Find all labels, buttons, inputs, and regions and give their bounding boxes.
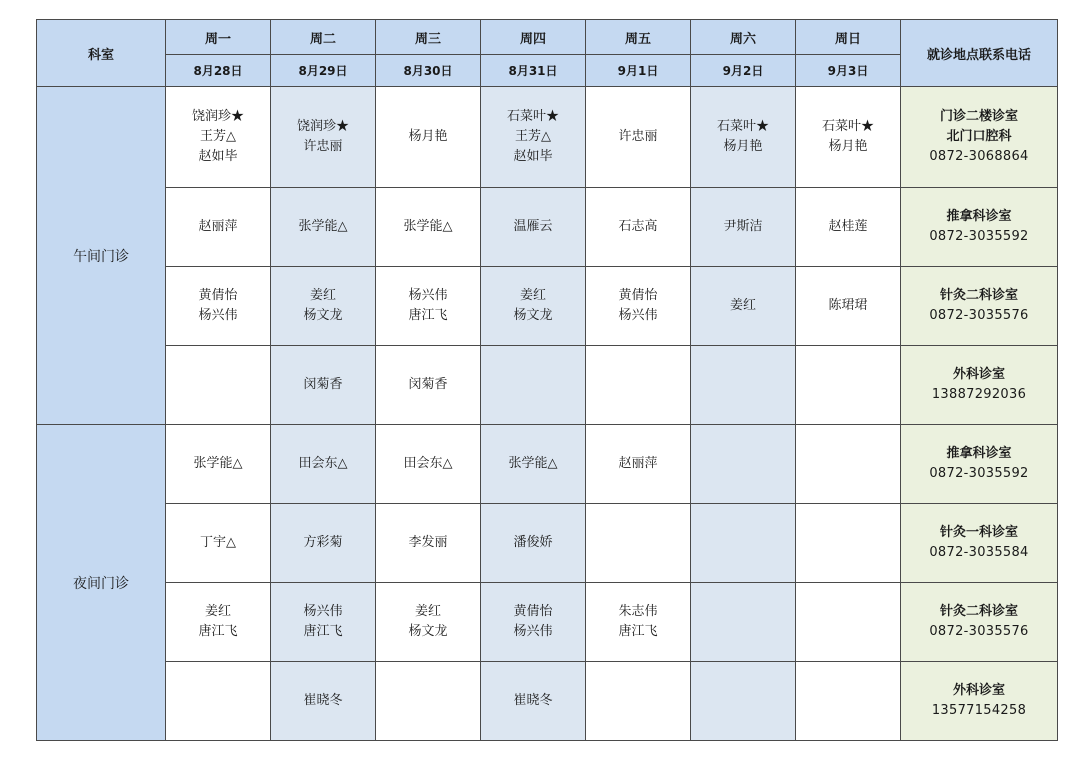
schedule-cell: [796, 662, 901, 741]
schedule-cell: [586, 267, 691, 346]
doctor-name: 杨文龙: [513, 308, 553, 323]
contact-phone: 0872-3035584: [929, 545, 1029, 560]
schedule-cell: [586, 188, 691, 267]
doctor-name: 许忠丽: [618, 129, 658, 144]
schedule-cell: [376, 425, 481, 504]
doctor-name: 朱志伟: [618, 604, 658, 619]
duty-schedule-table: [36, 19, 1058, 741]
doctor-name: 黄倩怡: [513, 604, 553, 619]
schedule-cell: [481, 662, 586, 741]
schedule-cell: [796, 504, 901, 583]
date-header-wed: 8月30日: [376, 55, 481, 87]
doctor-name: 杨月艳: [408, 129, 448, 144]
schedule-cell: [376, 583, 481, 662]
schedule-cell: [166, 504, 271, 583]
doctor-name: 唐江飞: [303, 624, 343, 639]
doctor-name: 赵丽萍: [618, 456, 658, 471]
doctor-name: 丁宇△: [200, 535, 236, 550]
schedule-cell: [796, 346, 901, 425]
doctor-name: 石志高: [618, 219, 658, 234]
schedule-cell: [376, 346, 481, 425]
doctor-name: 唐江飞: [198, 624, 238, 639]
contact-phone: 0872-3035576: [929, 624, 1029, 639]
table-row: [37, 267, 1058, 346]
doctor-name: 赵如毕: [513, 149, 553, 164]
doctor-name: 杨月艳: [723, 139, 763, 154]
table-row: [37, 662, 1058, 741]
schedule-cell: [271, 504, 376, 583]
schedule-cell: [271, 425, 376, 504]
doctor-name: 姜红: [309, 288, 336, 303]
contact-phone: 13577154258: [931, 703, 1027, 718]
doctor-name: 王芳△: [200, 129, 236, 144]
schedule-cell: [481, 425, 586, 504]
table-row: [37, 583, 1058, 662]
schedule-cell: [691, 188, 796, 267]
schedule-cell: [166, 188, 271, 267]
contact-phone: 13887292036: [931, 387, 1027, 402]
doctor-name: 姜红: [519, 288, 546, 303]
doctor-name: 姜红: [414, 604, 441, 619]
doctor-name: 杨兴伟: [618, 308, 658, 323]
schedule-cell: [166, 267, 271, 346]
weekday-row: [37, 20, 1058, 55]
contact-cell: [901, 87, 1058, 188]
doctor-name: 杨兴伟: [513, 624, 553, 639]
table-row: [37, 346, 1058, 425]
schedule-cell: [271, 346, 376, 425]
schedule-cell: [796, 583, 901, 662]
doctor-name: 张学能△: [403, 219, 453, 234]
schedule-cell: [166, 87, 271, 188]
schedule-cell: [166, 346, 271, 425]
doctor-name: 杨兴伟: [408, 288, 448, 303]
doctor-name: 赵桂莲: [828, 219, 868, 234]
doctor-name: 李发丽: [408, 535, 448, 550]
doctor-name: 唐江飞: [618, 624, 658, 639]
schedule-cell: [271, 267, 376, 346]
doctor-name: 赵丽萍: [198, 219, 238, 234]
contact-header: 就诊地点联系电话: [901, 20, 1058, 87]
doctor-name: 姜红: [729, 298, 756, 313]
contact-location: 针灸一科诊室: [939, 525, 1018, 540]
contact-location: 针灸二科诊室: [939, 604, 1018, 619]
schedule-cell: [586, 662, 691, 741]
weekday-header-mon: 周一: [166, 20, 271, 55]
schedule-cell: [691, 662, 796, 741]
contact-location: 推拿科诊室: [946, 209, 1012, 224]
doctor-name: 闵菊香: [408, 377, 448, 392]
schedule-cell: [691, 267, 796, 346]
schedule-cell: [376, 87, 481, 188]
doctor-name: 杨月艳: [828, 139, 868, 154]
schedule-cell: [481, 267, 586, 346]
schedule-cell: [376, 267, 481, 346]
contact-phone: 0872-3035576: [929, 308, 1029, 323]
schedule-cell: [271, 188, 376, 267]
table-row: [37, 425, 1058, 504]
contact-location: 北门口腔科: [946, 129, 1012, 144]
schedule-cell: [376, 662, 481, 741]
doctor-name: 赵如毕: [198, 149, 238, 164]
dept-cell: 夜间门诊: [37, 425, 166, 741]
table-row: [37, 188, 1058, 267]
contact-cell: [901, 267, 1058, 346]
schedule-cell: [796, 188, 901, 267]
doctor-name: 崔晓冬: [303, 693, 343, 708]
doctor-name: 石菜叶★: [716, 119, 769, 134]
schedule-cell: [691, 504, 796, 583]
dept-cell: 午间门诊: [37, 87, 166, 425]
dept-header: 科室: [37, 20, 166, 87]
schedule-cell: [271, 87, 376, 188]
schedule-cell: [586, 346, 691, 425]
doctor-name: 杨文龙: [303, 308, 343, 323]
doctor-name: 田会东△: [298, 456, 348, 471]
doctor-name: 田会东△: [403, 456, 453, 471]
doctor-name: 温雁云: [513, 219, 553, 234]
doctor-name: 杨兴伟: [198, 308, 238, 323]
table-header: [37, 20, 1058, 87]
doctor-name: 崔晓冬: [513, 693, 553, 708]
schedule-cell: [271, 662, 376, 741]
schedule-cell: [586, 425, 691, 504]
weekday-header-fri: 周五: [586, 20, 691, 55]
table-row: [37, 87, 1058, 188]
schedule-cell: [481, 346, 586, 425]
schedule-body: [37, 87, 1058, 741]
doctor-name: 张学能△: [298, 219, 348, 234]
schedule-cell: [586, 87, 691, 188]
doctor-name: 姜红: [204, 604, 231, 619]
doctor-name: 石菜叶★: [506, 109, 559, 124]
contact-location: 针灸二科诊室: [939, 288, 1018, 303]
schedule-cell: [376, 504, 481, 583]
schedule-cell: [481, 87, 586, 188]
doctor-name: 陈珺珺: [828, 298, 868, 313]
weekday-header-tue: 周二: [271, 20, 376, 55]
schedule-cell: [796, 425, 901, 504]
date-header-sun: 9月3日: [796, 55, 901, 87]
contact-cell: [901, 425, 1058, 504]
date-header-fri: 9月1日: [586, 55, 691, 87]
doctor-name: 杨文龙: [408, 624, 448, 639]
weekday-header-sat: 周六: [691, 20, 796, 55]
date-header-tue: 8月29日: [271, 55, 376, 87]
date-header-mon: 8月28日: [166, 55, 271, 87]
contact-phone: 0872-3035592: [929, 466, 1029, 481]
doctor-name: 唐江飞: [408, 308, 448, 323]
schedule-cell: [271, 583, 376, 662]
schedule-cell: [691, 346, 796, 425]
doctor-name: 石菜叶★: [821, 119, 874, 134]
contact-cell: [901, 504, 1058, 583]
contact-location: 推拿科诊室: [946, 446, 1012, 461]
date-header-sat: 9月2日: [691, 55, 796, 87]
schedule-cell: [481, 188, 586, 267]
doctor-name: 潘俊娇: [513, 535, 553, 550]
doctor-name: 饶润珍★: [296, 119, 349, 134]
contact-location: 门诊二楼诊室: [939, 109, 1018, 124]
doctor-name: 许忠丽: [303, 139, 343, 154]
doctor-name: 张学能△: [193, 456, 243, 471]
doctor-name: 张学能△: [508, 456, 558, 471]
doctor-name: 杨兴伟: [303, 604, 343, 619]
contact-cell: [901, 583, 1058, 662]
contact-phone: 0872-3068864: [929, 149, 1029, 164]
schedule-cell: [691, 425, 796, 504]
weekday-header-wed: 周三: [376, 20, 481, 55]
schedule-cell: [481, 583, 586, 662]
schedule-cell: [586, 583, 691, 662]
doctor-name: 王芳△: [515, 129, 551, 144]
contact-cell: [901, 346, 1058, 425]
date-header-thu: 8月31日: [481, 55, 586, 87]
schedule-cell: [481, 504, 586, 583]
schedule-cell: [586, 504, 691, 583]
doctor-name: 方彩菊: [303, 535, 343, 550]
doctor-name: 闵菊香: [303, 377, 343, 392]
doctor-name: 尹斯洁: [723, 219, 763, 234]
doctor-name: 黄倩怡: [198, 288, 238, 303]
table-row: [37, 504, 1058, 583]
schedule-cell: [166, 425, 271, 504]
schedule-cell: [796, 87, 901, 188]
contact-location: 外科诊室: [952, 683, 1005, 698]
contact-phone: 0872-3035592: [929, 229, 1029, 244]
contact-cell: [901, 188, 1058, 267]
weekday-header-thu: 周四: [481, 20, 586, 55]
contact-cell: [901, 662, 1058, 741]
doctor-name: 饶润珍★: [191, 109, 244, 124]
schedule-cell: [691, 583, 796, 662]
schedule-cell: [376, 188, 481, 267]
schedule-cell: [166, 583, 271, 662]
schedule-cell: [166, 662, 271, 741]
schedule-cell: [691, 87, 796, 188]
schedule-cell: [796, 267, 901, 346]
doctor-name: 黄倩怡: [618, 288, 658, 303]
contact-location: 外科诊室: [952, 367, 1005, 382]
weekday-header-sun: 周日: [796, 20, 901, 55]
